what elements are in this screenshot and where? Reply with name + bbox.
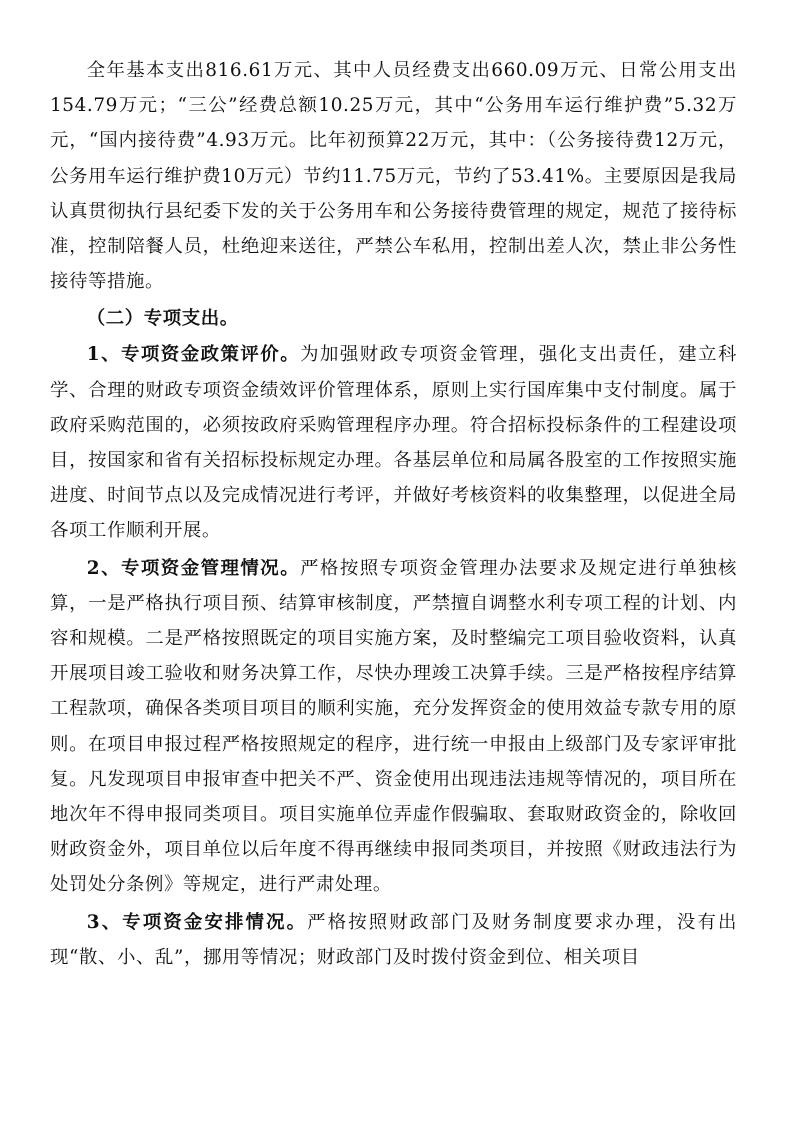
paragraph-body-policy-evaluation: 为加强财政专项资金管理，强化支出责任，建立科学、合理的财政专项资金绩效评价管理体系，原则上实行国库集中支付制度。属于政府采购范围的，必须按政府采购管理程序办理。符合招标投标条件的工程建设项目，按国家和省有关招标投标规定办理。各基层单位和局属各股室的工作按照实施进度、时间节点以及完成情况进行考评，并做好考核资料的收集整理，以促进全局各项工作顺利开展。 xyxy=(50,344,737,542)
section-heading-special-expenditure: （二）专项支出。 xyxy=(86,308,239,330)
paragraph-body-fund-management: 严格按照专项资金管理办法要求及规定进行单独核算，一是严格执行项目预、结算审核制度，严禁擅自调整水利专项工程的计划、内容和规模。二是严格按照既定的项目实施方案，及时整编完工项目验收资料，认真开展项目竣工验收和财务决算工作，尽快办理竣工决算手续。三是严格按程序结算工程款项，确保各类项目项目的顺利实施，充分发挥资金的使用效益专款专用的原则。在项目申报过程严格按照规定的程序，进行统一申报由上级部门及专家评审批复。凡发现项目申报审查中把关不严、资金使用出现违法违规等情况的，项目所在地次年不得申报同类项目。项目实施单位弄虚作假骗取、套取财政资金的，除收回财政资金外，项目单位以后年度不得再继续申报同类项目，并按照《财政违法行为处罚处分条例》等规定，进行严肃处理。 xyxy=(50,557,737,896)
paragraph-lead-policy-evaluation: 1、专项资金政策评价。 xyxy=(86,344,301,366)
paragraph-lead-fund-arrangement: 3、专项资金安排情况。 xyxy=(86,911,308,933)
paragraph-basic-expenditure: 全年基本支出816.61万元、其中人员经费支出660.09万元、日常公用支出154.79万元；“三公”经费总额10.25万元，其中“公务用车运行维护费”5.32万元，“国内接待费”4.93万元。比年初预算22万元，其中：（公务接待费12万元，公务用车运行维护费10万元）节约11.75万元，节约了53.41%。主要原因是我局认真贯彻执行县纪委下发的关于公务用车和公务接待费管理的规定，规范了接待标准，控制陪餐人员，杜绝迎来送往，严禁公车私用，控制出差人次，禁止非公务性接待等措施。 xyxy=(50,60,737,293)
paragraph-body-fund-arrangement: 严格按照财政部门及财务制度要求办理，没有出现“散、小、乱”，挪用等情况；财政部门及时拨付资金到位、相关项目 xyxy=(50,911,737,968)
paragraph-policy-evaluation xyxy=(50,337,737,548)
paragraph-fund-management xyxy=(50,551,737,903)
paragraph-fund-arrangement xyxy=(50,905,737,975)
paragraph-lead-fund-management: 2、专项资金管理情况。 xyxy=(86,557,301,579)
